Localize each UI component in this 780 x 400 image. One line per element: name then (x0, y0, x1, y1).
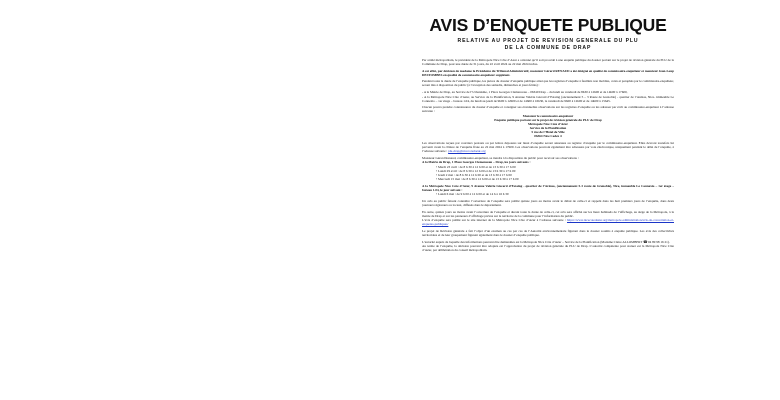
paragraph-dossier: Pendant toute la durée de l’enquête publique, les pièces du dossier d’enquête publique ainsi que les registres d’enquête à feuillets non mobiles, cotés et paraphés par le commissaire-enquêteur, seront mis à disposition du public (à l’exception des samedis, dimanches et jours fériés) : (422, 79, 674, 88)
paragraph-mairie-permanences: A la Mairie de Drap, 1 Place Georges Clemenceau – Drap, les jours suivants : (422, 160, 531, 165)
notice-subtitle (422, 38, 674, 52)
address-line: Métropole Nice Côte d’Azur (528, 122, 568, 127)
metropole-days-list (422, 192, 674, 196)
postal-address (422, 114, 674, 139)
paragraph-mairie-location: - A la Mairie de Drap, au Service de l’Urbanisme, 1 Place Georges Clemenceau – 06340 Drap – du lundi au vendredi de 8h30 à 12h00 et de 14h00 à 17h00, (422, 90, 628, 95)
site-text: L’avis d’enquête sera publié sur le site internet de la Métropole Nice Côte d’Azur à l’adresse suivante : (422, 218, 566, 223)
address-line: 06364 Nice Cedex 4 (534, 134, 562, 139)
subtitle-line-1: RELATIVE AU PROJET DE REVISION GENERALE DU PLU (457, 38, 639, 44)
paragraph-arrete: Par arrêté métropolitain, le président de la Métropole Nice Côte d’Azur a ordonné qu’il soit procédé à une enquête publique du dossier portant sur le projet de révision générale du PLU de la Commune de Drap, pour une durée de 31 jours, du 22 avril 2024 au 22 mai 2024 inclus. (422, 58, 674, 67)
courriers-text: Les observations reçues par courriers postaux ou par lettres déposées sur lieux d’enquête seront annexées au registre d’enquête par le commissaire-enquêteur. Elles devront toutefois lui parvenir avant la clôture de l’enquête fixée au 22 mai 2024 à 17h00. Les observations pourront également être adressées par voie électronique, uniquement pendant le délai de l’enquête, à l’adresse suivante : (422, 141, 674, 154)
list-item: • Mardi 23 avril : de 8 h 30 à 12 h 00 et de 13 h 30 à 17 h 00 (436, 165, 674, 169)
list-item: • Mercredi 15 mai : de 8 h 30 à 12 h 00 et de 13 h 30 à 17 h 00 (436, 177, 674, 181)
paragraph-autorite-environnementale: Le projet de Révision générale a fait l’objet d’un examen au cas par cas de l’Autorité environnementale figurant dans le dossier soumis à enquête publique. Les avis des collectivités territoriales et de leur groupement figurent également dans le dossier d’enquête publique. (422, 229, 674, 238)
paragraph-metropole-permanence: A la Métropole Nice Côte d’Azur, 9 Avenue Valérie Giscard d’Estaing - quartier de l’Arénas, (anciennement 5-3 route de Grenoble), Nice, immeuble Le Connexio – 1er étage – bureau 1.04, le jour suivant : (422, 183, 674, 192)
address-line: Enquête publique portant sur le projet de révision générale du PLU de Drap (494, 117, 602, 122)
paragraph-presse: Un avis au public faisant connaître l’ouverture de l’enquête sera publié quinze jours au moins avant le début de celle-ci et rappelé dans les huit premiers jours de l’enquête, dans deux journaux régionaux ou locaux, diffusés dans le département. (422, 199, 674, 208)
list-item: • Jeudi 2 mai : de 8 h 30 à 12 h 00 et de 13 h 30 à 17 h 00 (436, 173, 674, 177)
paragraph-informations: L’autorité auprès de laquelle des informations peuvent être demandées est la Métropole Nice Côte d’Azur – Service de la Planification (Madame Claire ALLOMBERT ☎ 04 89 98 16 21). (422, 239, 670, 244)
address-line: 5 rue de l’Hôtel de Ville (531, 130, 565, 135)
paragraph-courriers (422, 141, 674, 153)
paragraph-metropole-location: - A la Métropole Nice Côte d’Azur, au Service de la Planification, 9 Avenue Valérie Giscard d’Estaing (anciennement 5 – 3 Route de Grenoble) - quartier de l’Arénas, Nice- immeuble Le Connexio – 1er étage – bureau 1.04, du lundi au jeudi de 9h00 à 12h00 et de 14h00 à 16h30, le vendredi de 9h00 à 12h00 et de 14h00 à 15h45. (422, 94, 674, 103)
address-line: Monsieur le commissaire-enquêteur (522, 113, 574, 118)
paragraph-permanences: Monsieur Gérard Renaud, commissaire-enquêteur, se tiendra à la disposition du public pour recevoir ses observations : (422, 155, 579, 160)
subtitle-line-2: DE LA COMMUNE DE DRAP (504, 45, 592, 51)
notice-title: AVIS D’ENQUETE PUBLIQUE (429, 15, 667, 35)
list-item: • Lundi 29 avril : de 8 h 30 à 12 h 00 et de 13 h 30 à 17 h 00 (436, 169, 674, 173)
paragraph-affichage: En outre, quinze jours au moins avant l’ouverture de l’enquête et durant toute la durée de celle-ci, cet avis sera affiché sur les lieux habituels de l’affichage, au siège de la Métropole, à la mairie de Drap et sur les panneaux d’affichage prévus sur le territoire de la commune pour l’information du public. (422, 209, 674, 218)
paragraph-site-internet (422, 218, 674, 226)
email-link[interactable]: plu-drap@nicecotedazur.org (448, 149, 486, 154)
mairie-days-list (422, 165, 674, 181)
paragraph-decision: Au terme de l’enquête, la décision pouvant être adoptée est l’approbation du projet de révision générale du PLU de Drap. L’autorité compétente pour statuer est la Métropole Nice Côte d’Azur, par délibération du conseil métropolitain. (422, 244, 674, 253)
list-item: • Lundi 6 mai : de 9 h 00 à 12 h 00 et de 14 h à 16 h 30 (436, 192, 674, 196)
website-link[interactable]: https://www.nicecotedazur.org/metropole-administration/avis-de-concertation-et-enquetes-publiques/ (422, 218, 674, 227)
address-line: Service de la Planification (529, 126, 567, 131)
public-notice (422, 14, 674, 398)
paragraph-commissaire: A cet effet, par décision de madame la Présidente du Tribunal Administratif, monsieur Gérard RENAUD a été désigné en qualité de commissaire-enquêteur et monsieur Jean-Loup DESTOMBES en qualité de commissaire-enquêteur suppléant. (422, 68, 674, 77)
paragraph-observations: Chacun pourra prendre connaissance du dossier d’enquête et consigner ses éventuelles observations sur les registres d’enquête ou les adresser par écrit au commissaire-enquêteur à l’adresse suivante : (422, 105, 674, 114)
